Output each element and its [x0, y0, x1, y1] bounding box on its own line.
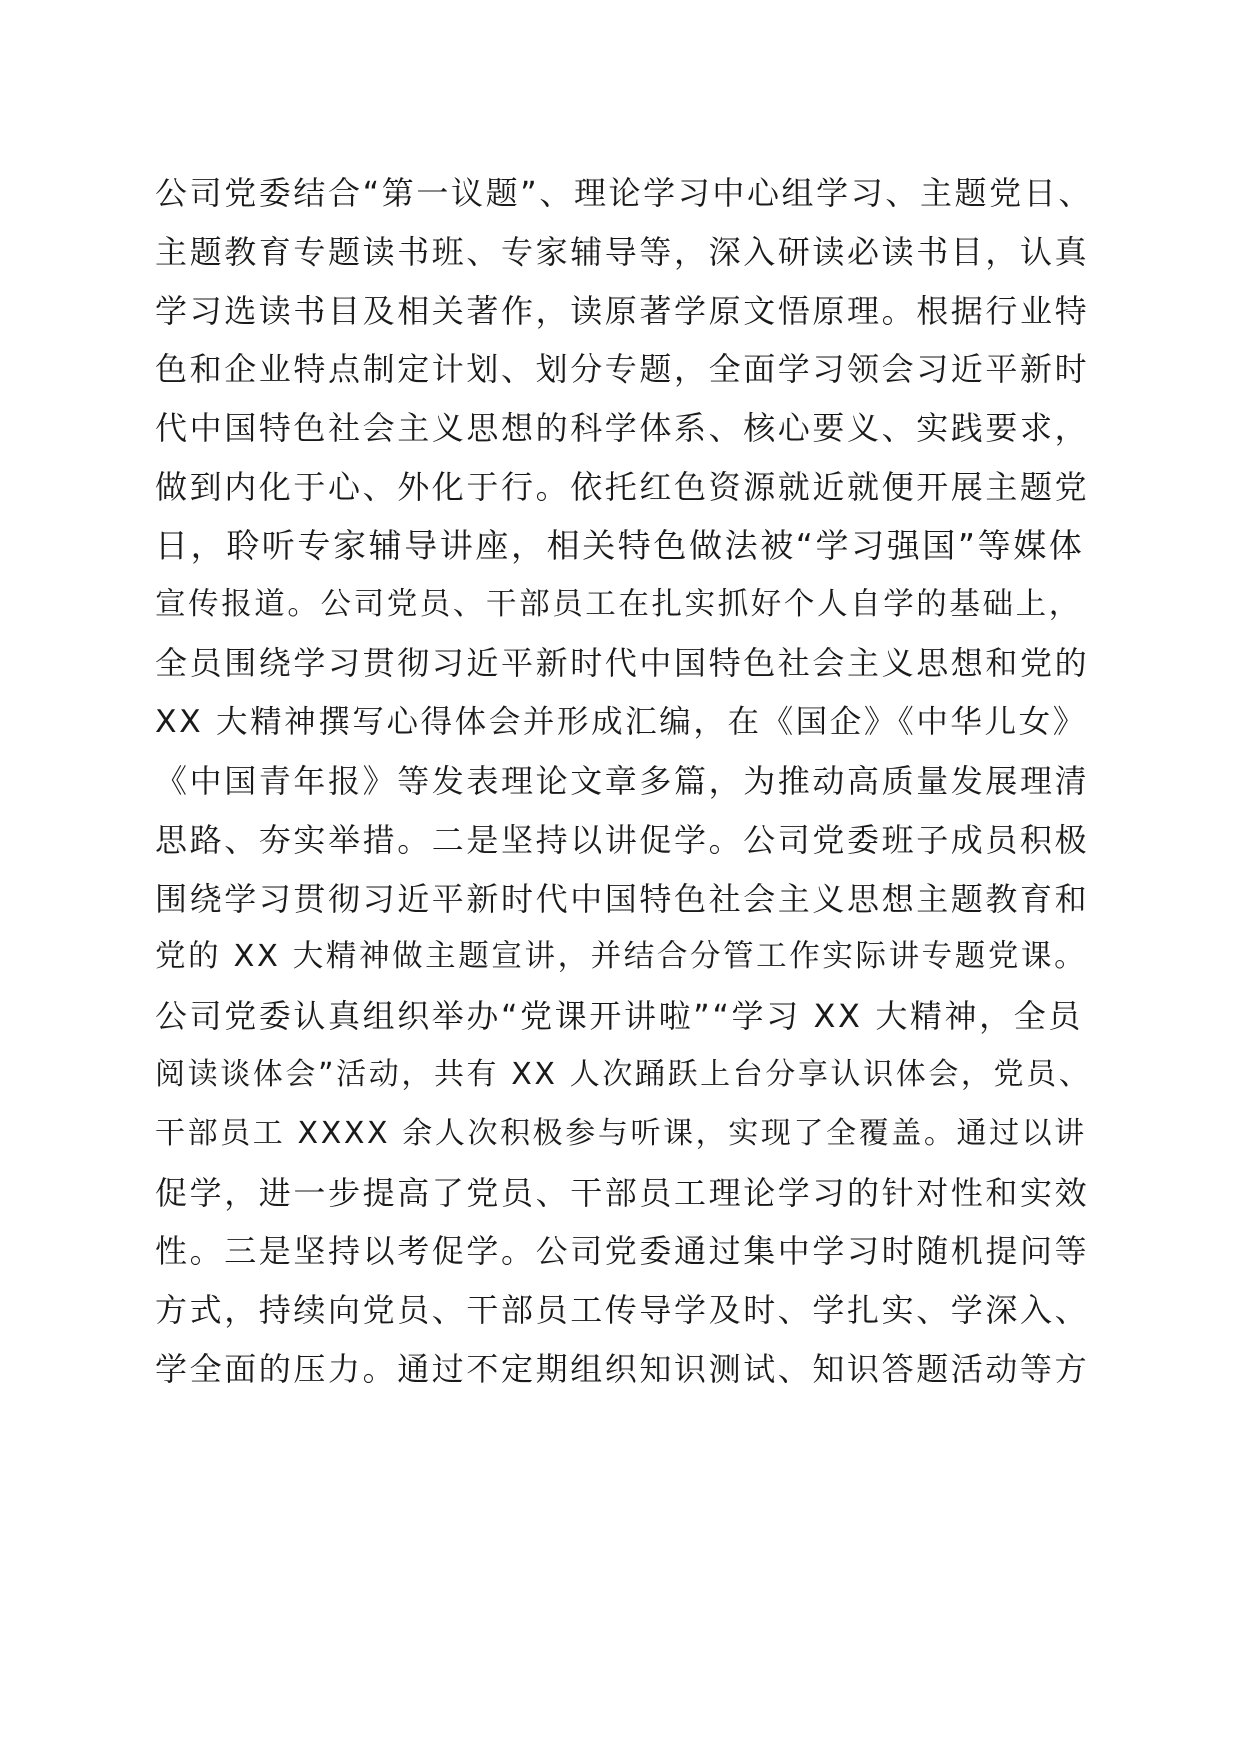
text-line: 围绕学习贯彻习近平新时代中国特色社会主义思想主题教育和	[155, 879, 1090, 918]
body-paragraph	[155, 164, 1095, 1399]
text-line: 宣传报道。公司党员、干部员工在扎实抓好个人自学的基础上，	[155, 586, 1082, 622]
text-line: 主题教育专题读书班、专家辅导等，深入研读必读书目，认真	[155, 232, 1090, 271]
text-line: 促学，进一步提高了党员、干部员工理论学习的针对性和实效	[155, 1173, 1090, 1212]
text-line: 色和企业特点制定计划、划分专题，全面学习领会习近平新时	[155, 350, 1090, 389]
text-line: 做到内化于心、外化于行。依托红色资源就近就便开展主题党	[155, 467, 1090, 506]
text-line: 代中国特色社会主义思想的科学体系、核心要义、实践要求，	[155, 409, 1090, 448]
text-line: 方式，持续向党员、干部员工传导学及时、学扎实、学深入、	[155, 1291, 1090, 1330]
text-line: 性。三是坚持以考促学。公司党委通过集中学习时随机提问等	[155, 1232, 1090, 1271]
text-line: 学全面的压力。通过不定期组织知识测试、知识答题活动等方	[155, 1349, 1090, 1388]
text-line: 日，聆听专家辅导讲座，相关特色做法被“学习强国”等媒体	[155, 525, 1085, 565]
text-line: 阅读谈体会”活动，共有 XX 人次踊跃上台分享认识体会，党员、	[155, 1056, 1092, 1092]
text-line: 学习选读书目及相关著作，读原著学原文悟原理。根据行业特	[155, 291, 1090, 330]
text-line: 《中国青年报》等发表理论文章多篇，为推动高质量发展理清	[155, 761, 1090, 800]
text-line: 干部员工 XXXX 余人次积极参与听课，实现了全覆盖。通过以讲	[155, 1115, 1087, 1151]
text-line: 党的 XX 大精神做主题宣讲，并结合分管工作实际讲专题党课。	[155, 939, 1088, 975]
text-line: 思路、夯实举措。二是坚持以讲促学。公司党委班子成员积极	[155, 820, 1090, 859]
text-line: 全员围绕学习贯彻习近平新时代中国特色社会主义思想和党的	[155, 644, 1090, 683]
text-line: 公司党委结合“第一议题”、理论学习中心组学习、主题党日、	[155, 174, 1093, 212]
text-line: XX 大精神撰写心得体会并形成汇编，在《国企》《中华儿女》	[155, 704, 1087, 741]
text-line: 公司党委认真组织举办“党课开讲啦”“学习 XX 大精神，全员	[155, 997, 1083, 1036]
